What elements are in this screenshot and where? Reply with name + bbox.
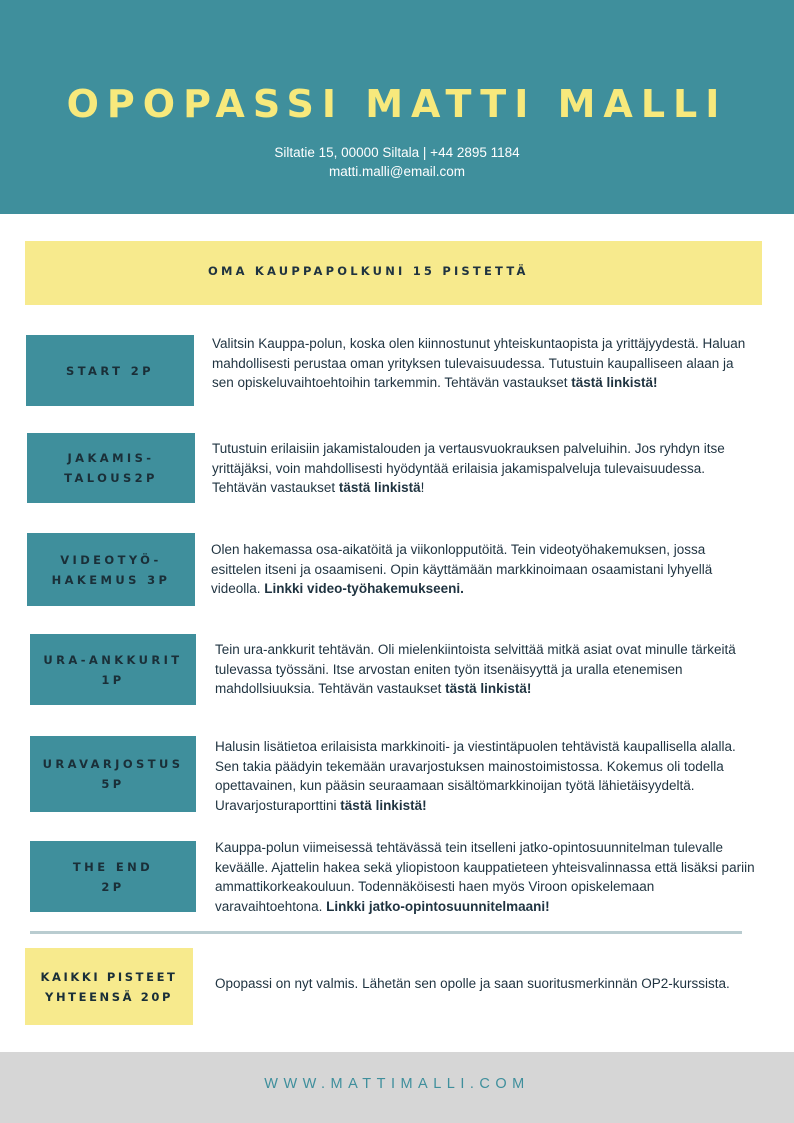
- entry-body: Tutustuin erilaisiin jakamistalouden ja vertausvuokrauksen palveluihin. Jos ryhdyn itse yrittäjäksi, voin mahdollisesti hyödyntää erilaisia jakamispalveluja tulevaisuudessa. Tehtävän vastaukset: [212, 441, 725, 495]
- footer-website-link[interactable]: WWW.MATTIMALLI.COM: [264, 1076, 530, 1092]
- entry-label-uravarjostus: URAVARJOSTUS 5P: [30, 736, 196, 812]
- entry-text-videotyohakemus: [211, 540, 756, 599]
- entry-label-ura-ankkurit: URA-ANKKURIT 1P: [30, 634, 196, 705]
- page-title: OPOPASSI MATTI MALLI: [66, 82, 728, 126]
- section-banner: [25, 241, 762, 305]
- header: [0, 0, 794, 214]
- section-banner-title: OMA KAUPPAPOLKUNI 15 PISTETTÄ: [208, 264, 529, 278]
- total-points-label: KAIKKI PISTEET YHTEENSÄ 20P: [25, 948, 193, 1025]
- entry-text-the-end: [215, 838, 760, 916]
- entry-text-jakamistalous: [212, 439, 752, 498]
- entry-body: Kauppa-polun viimeisessä tehtävässä tein itselleni jatko-opintosuunnitelman tulevalle keväälle. Ajattelin hakea sekä yliopistoon kauppatieteen yhteisvalinnassa että lisäksi pariin ammattikorkeakouluun. Todennäköisesti haen myös Viroon opiskelemaan varavaihtoehtona.: [215, 840, 755, 914]
- entry-label-jakamistalous: JAKAMIS- TALOUS2P: [27, 433, 195, 503]
- entry-text-ura-ankkurit: [215, 640, 755, 699]
- entry-body: Halusin lisätietoa erilaisista markkinoiti- ja viestintäpuolen tehtävistä kaupallisella alalla. Sen takia päädyin tekemään uravarjostuksen mainostoimistossa. Kokemus oli todella opettavainen, kun pääsin seuraamaan sisältömarkkinoijan työtä lähietäisyydeltä. Uravarjosturaporttini: [215, 739, 736, 813]
- entry-link[interactable]: tästä linkistä!: [571, 375, 658, 390]
- entry-link[interactable]: tästä linkistä!: [340, 797, 427, 813]
- section-divider: [30, 931, 742, 934]
- entry-body-tail: !: [420, 480, 425, 495]
- contact-email[interactable]: matti.malli@email.com: [329, 164, 465, 179]
- entry-label-videotyohakemus: VIDEOTYÖ- HAKEMUS 3P: [27, 533, 195, 606]
- entry-link[interactable]: tästä linkistä!: [445, 681, 532, 696]
- entry-text-uravarjostus: [215, 737, 760, 815]
- contact-address: Siltatie 15, 00000 Siltala | +44 2895 1184: [274, 145, 520, 160]
- entry-body: Valitsin Kauppa-polun, koska olen kiinnostunut yhteiskuntaopista ja yrittäjyydestä. Haluan mahdollisesti perustaa oman yrityksen tulevaisuudessa. Tutustuin kaupalliseen alaan ja sen opiskeluvaihtoehtoihin tarkemmin. Tehtävän vastaukset: [212, 336, 746, 390]
- entry-text-start: [212, 334, 752, 393]
- entry-link[interactable]: tästä linkistä: [338, 480, 421, 495]
- footer: [0, 1052, 794, 1123]
- entry-link[interactable]: Linkki video-työhakemukseeni.: [264, 581, 464, 596]
- entry-label-start: START 2P: [26, 335, 194, 406]
- entry-link[interactable]: Linkki jatko-opintosuunnitelmaani!: [326, 898, 550, 914]
- total-points-text: Opopassi on nyt valmis. Lähetän sen opolle ja saan suoritusmerkinnän OP2-kurssista.: [215, 976, 730, 991]
- entry-label-the-end: THE END 2P: [30, 841, 196, 912]
- entry-body: Tein ura-ankkurit tehtävän. Oli mielenkiintoista selvittää mitkä asiat ovat minulle tärkeitä tulevassa työssäni. Itse arvostan eniten työn itsenäisyyttä ja uralla etenemisen mahdollsiuuksia. Tehtävän vastaukset: [215, 642, 736, 696]
- entry-body: Olen hakemassa osa-aikatöitä ja viikonlopputöitä. Tein videotyöhakemuksen, jossa esittelen itseni ja osaamiseni. Opin käyttämään markkinoimaan osaamistani lyhyellä videolla.: [211, 542, 713, 596]
